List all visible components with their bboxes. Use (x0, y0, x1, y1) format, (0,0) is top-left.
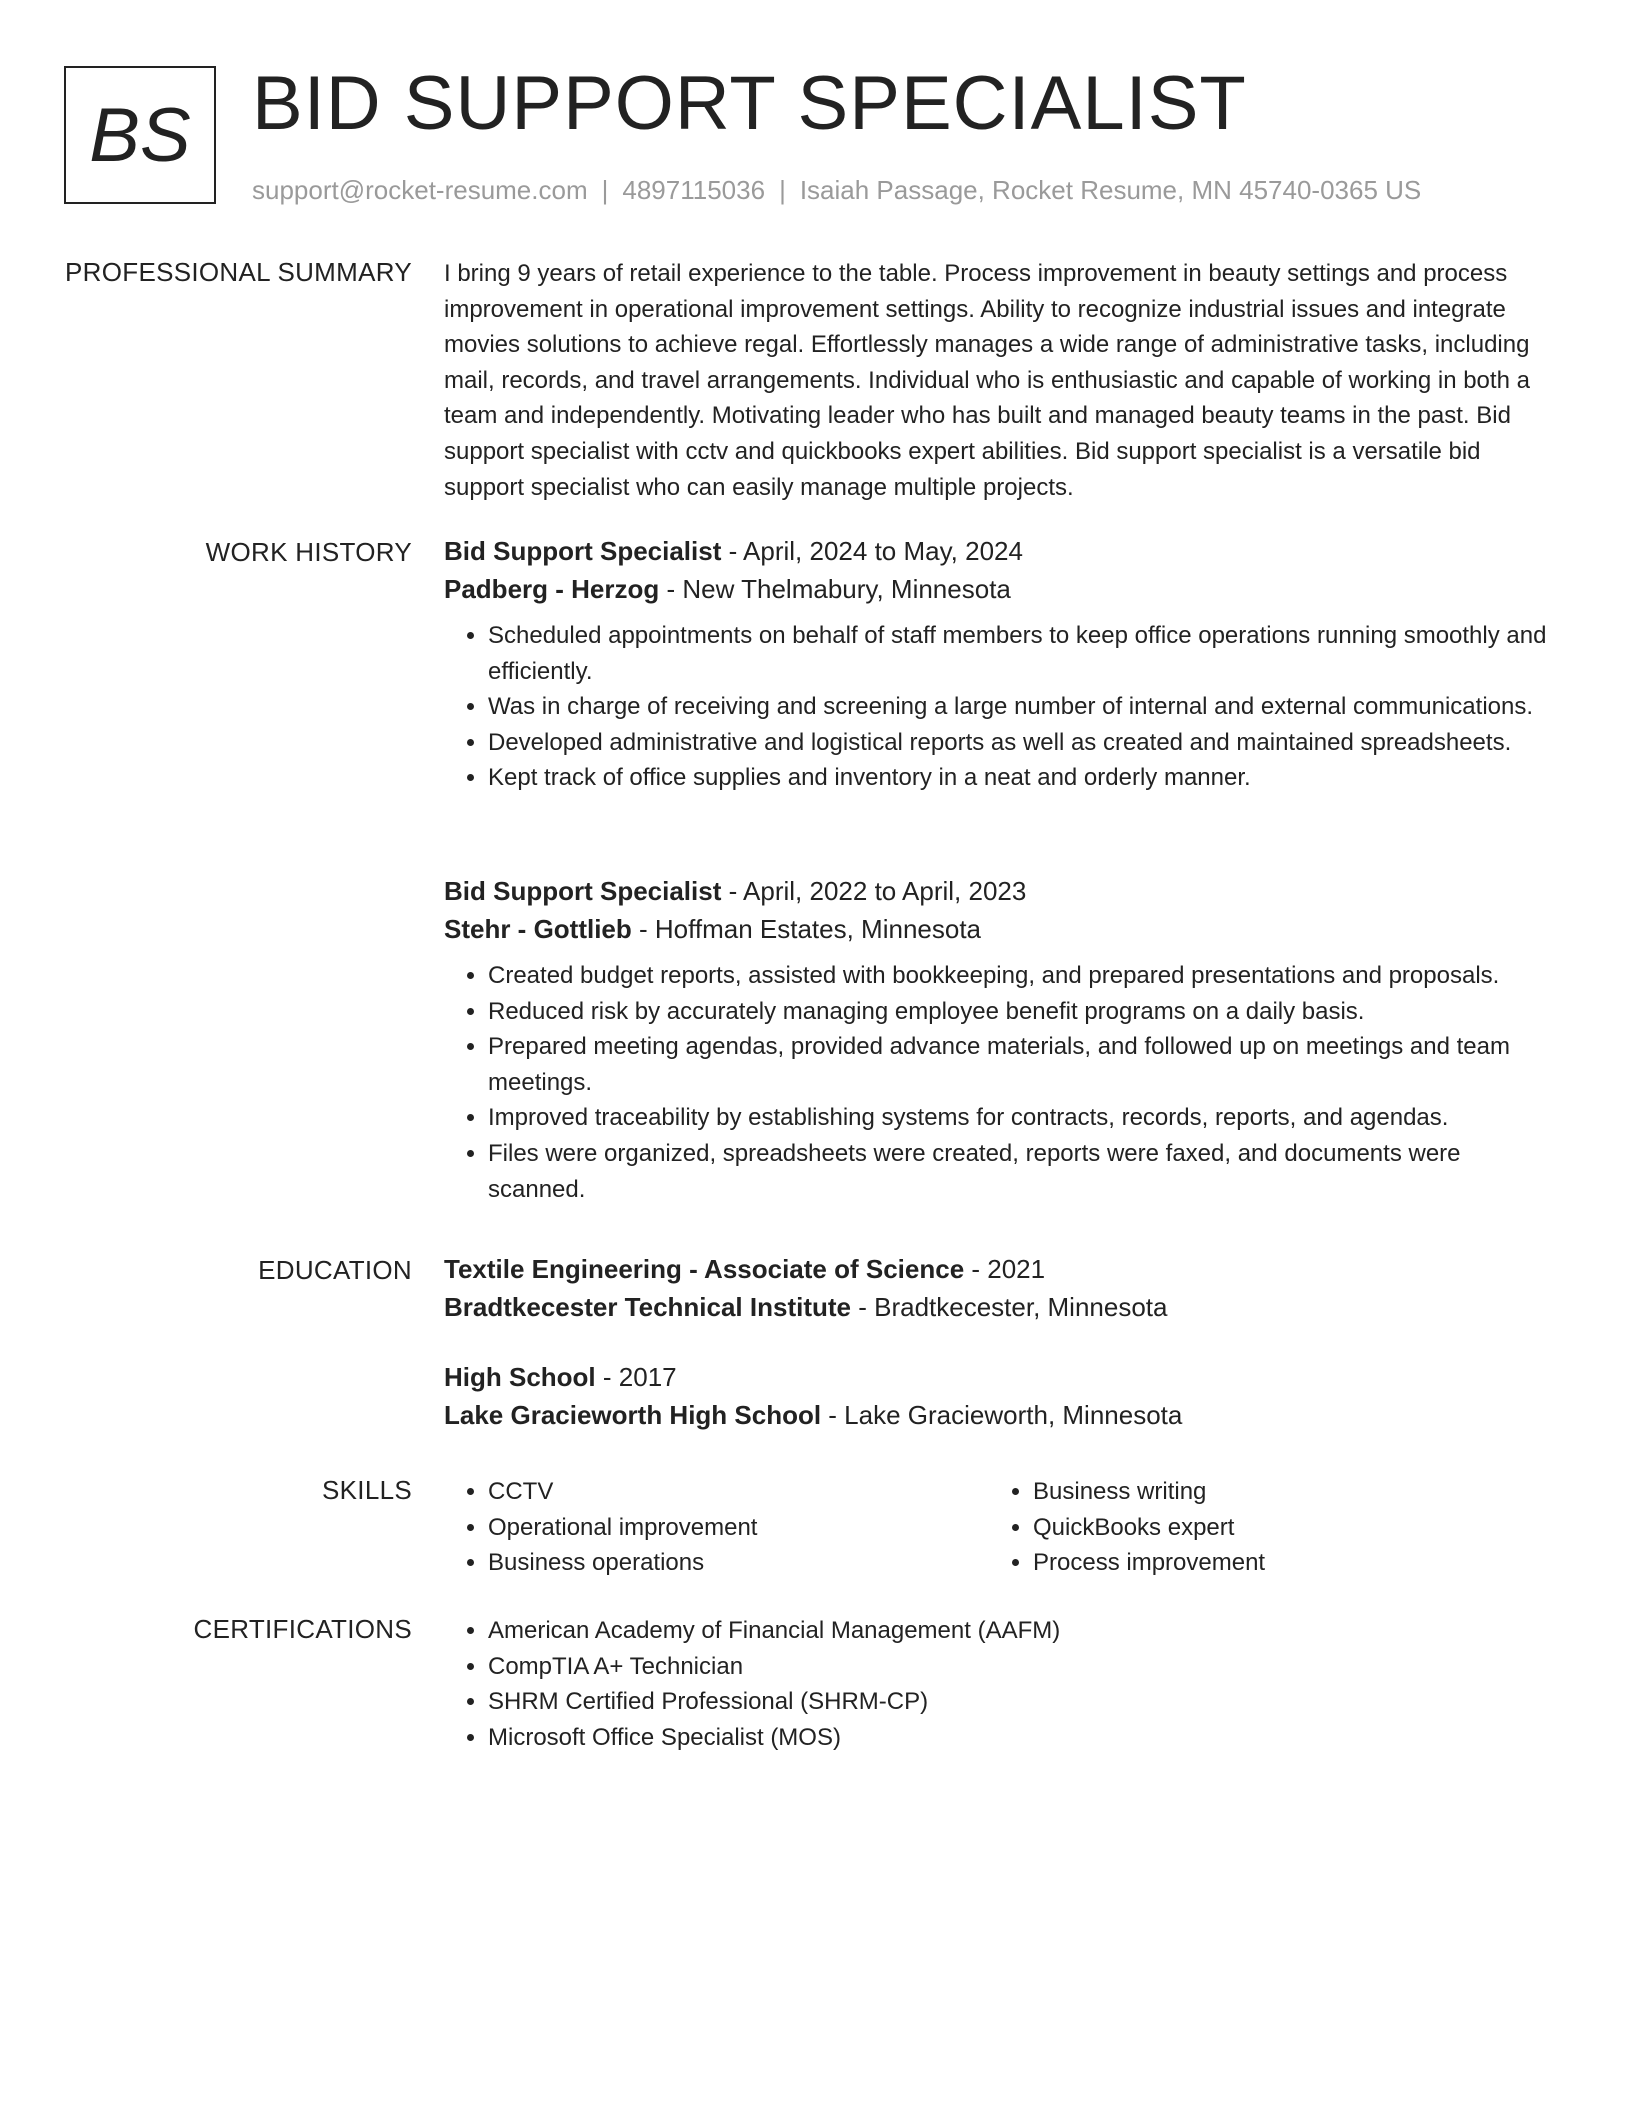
contact-email: support@rocket-resume.com (252, 175, 588, 205)
job-dates: - April, 2022 to April, 2023 (721, 876, 1027, 906)
job-employer: Stehr - Gottlieb (444, 914, 632, 944)
list-item: • Created budget reports, assisted with bookkeeping, and prepared presentations and proposals. (488, 958, 1554, 994)
list-item: • Was in charge of receiving and screening a large number of internal and external communications. (488, 689, 1554, 725)
section-label-certifications: CERTIFICATIONS (193, 1614, 412, 1644)
section-label-summary: PROFESSIONAL SUMMARY (65, 257, 412, 287)
education-entry (444, 1250, 1554, 1326)
education-location: - Bradtkecester, Minnesota (851, 1292, 1168, 1322)
education-school: Lake Gracieworth High School (444, 1400, 822, 1430)
job-location: - New Thelmabury, Minnesota (659, 574, 1011, 604)
job-entry (444, 532, 1554, 796)
job-employer: Padberg - Herzog (444, 574, 660, 604)
job-dates: - April, 2024 to May, 2024 (721, 536, 1023, 566)
education-entry (444, 1358, 1554, 1434)
certification-item: • Microsoft Office Specialist (MOS) (488, 1720, 1554, 1756)
education-degree-line (444, 1250, 1554, 1288)
job-title: Bid Support Specialist (444, 876, 722, 906)
job-location: - Hoffman Estates, Minnesota (631, 914, 982, 944)
skill-item: • Operational improvement (488, 1510, 757, 1546)
job-title-line (444, 532, 1554, 570)
contact-address: Isaiah Passage, Rocket Resume, MN 45740-0365 US (799, 175, 1422, 205)
certification-item: • CompTIA A+ Technician (488, 1649, 1554, 1685)
job-employer-line (444, 570, 1554, 608)
job-title-heading: BID SUPPORT SPECIALIST (252, 61, 1247, 146)
section-label-education: EDUCATION (258, 1255, 412, 1285)
contact-separator: | (601, 175, 609, 205)
contact-separator: | (779, 175, 786, 205)
job-duties-list (444, 958, 1554, 1207)
skill-item: • QuickBooks expert (1033, 1510, 1265, 1546)
skill-item: • Process improvement (1033, 1545, 1265, 1581)
skills-column-right (989, 1474, 1265, 1581)
education-degree-line (444, 1358, 1554, 1396)
certification-item: • American Academy of Financial Management (AAFM) (488, 1613, 1554, 1649)
education-school-line (444, 1396, 1554, 1434)
list-item: • Reduced risk by accurately managing employee benefit programs on a daily basis. (488, 994, 1554, 1030)
education-degree: High School (444, 1362, 596, 1392)
skill-item: • Business writing (1033, 1474, 1265, 1510)
job-entry (444, 872, 1554, 1207)
section-label-work-history: WORK HISTORY (205, 537, 412, 567)
list-item: • Files were organized, spreadsheets were created, reports were faxed, and documents were scanned. (488, 1136, 1554, 1207)
contact-phone: 4897115036 (622, 175, 766, 205)
list-item: • Improved traceability by establishing systems for contracts, records, reports, and agendas. (488, 1100, 1554, 1136)
list-item: • Scheduled appointments on behalf of staff members to keep office operations running smoothly and efficiently. (488, 618, 1554, 689)
education-year: - 2021 (964, 1254, 1046, 1284)
skills-column-left (444, 1474, 757, 1581)
contact-line (252, 174, 1421, 208)
job-title-line (444, 872, 1554, 910)
list-item: • Kept track of office supplies and inventory in a neat and orderly manner. (488, 760, 1554, 796)
job-employer-line (444, 910, 1554, 948)
certifications-list (444, 1613, 1554, 1755)
education-degree: Textile Engineering - Associate of Science (444, 1254, 965, 1284)
summary-text: I bring 9 years of retail experience to the table. Process improvement in beauty settings and process improvement in operational improvement settings. Ability to recognize industrial issues and integrate movies solutions to achieve regal. Effortlessly manages a wide range of administrative tasks, including mail, records, and travel arrangements. Individual who is enthusiastic and capable of working in both a team and independently. Motivating leader who has built and managed beauty teams in the past. Bid support specialist with cctv and quickbooks expert abilities. Bid support specialist is a versatile bid support specialist who can easily manage multiple projects. (444, 260, 1530, 501)
education-year: - 2017 (595, 1362, 677, 1392)
monogram-badge: BS (64, 66, 216, 204)
resume-header (64, 61, 1572, 210)
section-label-skills: SKILLS (322, 1475, 412, 1505)
certification-item: • SHRM Certified Professional (SHRM-CP) (488, 1684, 1554, 1720)
job-duties-list (444, 618, 1554, 796)
job-title: Bid Support Specialist (444, 536, 722, 566)
education-location: - Lake Gracieworth, Minnesota (821, 1400, 1183, 1430)
education-school: Bradtkecester Technical Institute (444, 1292, 851, 1322)
list-item: • Prepared meeting agendas, provided advance materials, and followed up on meetings and team meetings. (488, 1029, 1554, 1100)
skill-item: • CCTV (488, 1474, 757, 1510)
list-item: • Developed administrative and logistical reports as well as created and maintained spreadsheets. (488, 725, 1554, 761)
education-school-line (444, 1288, 1554, 1326)
skill-item: • Business operations (488, 1545, 757, 1581)
